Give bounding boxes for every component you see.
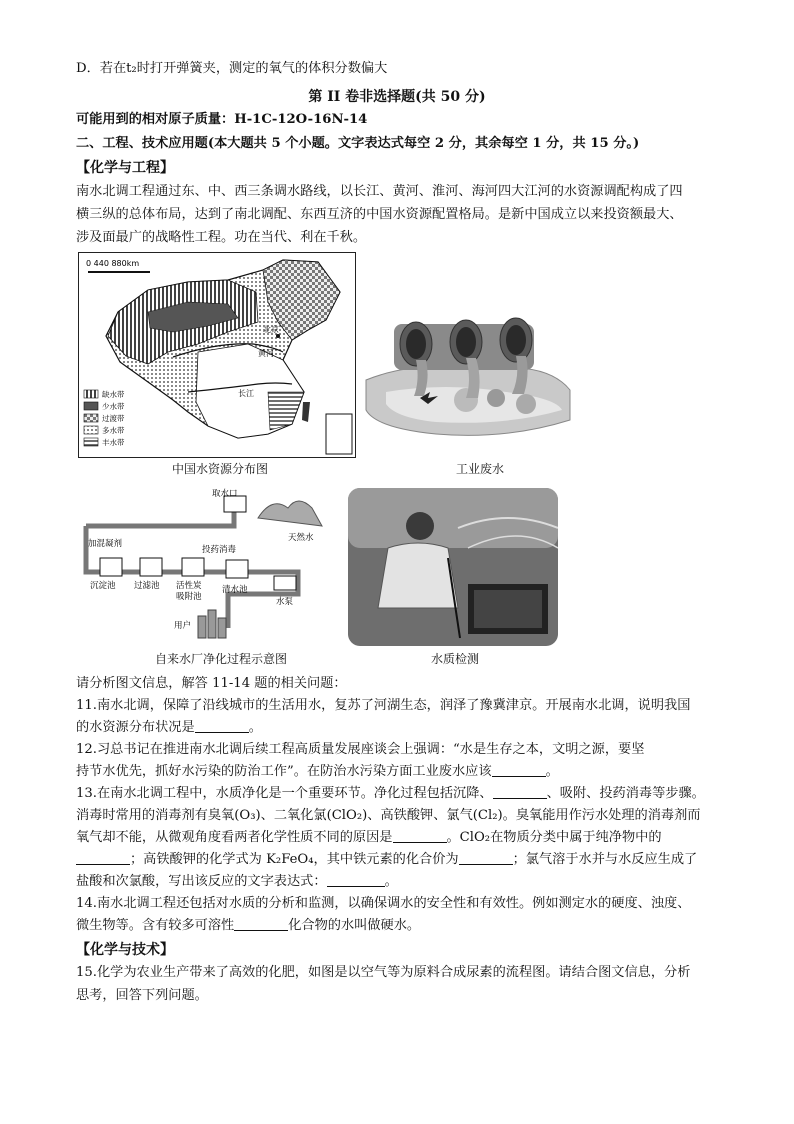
q11-line: 11.南水北调，保障了沿线城市的生活用水，复苏了河湖生态，润泽了豫冀津京。开展南水北调，说明我国 [76,698,691,713]
label-coagulant: 加混凝剂 [88,539,123,549]
legend-label: 少水带 [102,402,125,411]
q15-line: 思考，回答下列问题。 [76,988,208,1003]
industrial-wastewater-figure [356,300,580,448]
legend-label: 多水带 [102,426,125,435]
map-label-yangtze: 长江 [238,389,254,398]
china-water-map [78,252,356,458]
intro-line: 涉及面最广的战略性工程。功在当代、利在千秋。 [76,230,367,245]
label-disinfect: 投药消毒 [202,545,237,555]
label-user: 用户 [174,621,192,631]
answer-blank-q13-d[interactable] [459,850,513,865]
legend-label: 缺水带 [102,390,125,399]
q13-line: 消毒时常用的消毒剂有臭氧(O₃)、二氧化氯(ClO₂)、高铁酸钾、氯气(Cl₂)。臭氧能用作污水处理的消毒剂而 [76,808,701,823]
answer-blank-q12[interactable] [492,762,546,777]
q13-line: 盐酸和次氯酸，写出该反应的文字表达式： 。 [76,874,398,889]
label-natural-water: 天然水 [288,533,314,543]
atomic-mass-line: 可能用到的相对原子质量：H-1C-12O-16N-14 [76,112,368,127]
heading-engineering: 【化学与工程】 [76,160,174,176]
legend-label: 过渡带 [102,414,125,423]
option-d-line: D．若在t₂时打开弹簧夹，测定的氧气的体积分数偏大 [76,61,388,76]
heading-technology: 【化学与技术】 [76,942,174,958]
prompt-line: 请分析图文信息，解答 11-14 题的相关问题： [76,676,347,691]
label-pump: 水泵 [276,597,294,607]
label-clear-water-tank: 清水池 [222,585,248,595]
answer-blank-q13-c[interactable] [76,850,130,865]
map-scale: 0 440 880km [86,259,140,268]
q13-line: ；高铁酸钾的化学式为 K₂FeO₄，其中铁元素的化合价为 ；氯气溶于水并与水反应生成了 [76,849,726,871]
map-caption: 中国水资源分布图 [171,462,268,476]
legend-label: 丰水带 [102,438,125,447]
section-title: 第 II 卷非选择题(共 50 分) [308,89,486,105]
q14-line: 14.南水北调工程还包括对水质的分析和监测，以确保调水的安全性和有效性。例如测定水的硬度、浊度、 [76,896,691,911]
map-label-beijing: 北京 [263,325,279,334]
q15-line: 15.化学为农业生产带来了高效的化肥，如图是以空气等为原料合成尿素的流程图。请结合图文信息，分析 [76,965,691,980]
part-two-title: 二、工程、技术应用题(本大题共 5 个小题。文字表达式每空 2 分，其余每空 1 分，共 15 分。) [76,136,640,151]
q11-line: 的水资源分布状况是 。 [76,720,262,735]
answer-blank-q14[interactable] [234,916,288,931]
intro-line: 南水北调工程通过东、中、西三条调水路线，以长江、黄河、淮河、海河四大江河的水资源调配构成了四 [76,184,683,199]
water-plant-diagram [78,488,350,648]
testing-caption: 水质检测 [430,652,479,666]
answer-blank-q13-a[interactable] [493,784,547,799]
plant-caption: 自来水厂净化过程示意图 [154,652,287,666]
q13-line: 13.在南水北调工程中，水质净化是一个重要环节。净化过程包括沉降、 、吸附、投药消毒等步骤。 [76,786,705,801]
q13-line: 氧气却不能，从微观角度看两者化学性质不同的原因是 。ClO₂在物质分类中属于纯净物中的 [76,830,662,845]
q12-line: 12.习总书记在推进南水北调后续工程高质量发展座谈会上强调：“水是生存之本，文明之源，要坚 [76,742,645,757]
q12-line: 持节水优先，抓好水污染的防治工作”。在防治水污染方面工业废水应该 。 [76,764,559,779]
wastewater-caption: 工业废水 [455,462,504,476]
answer-blank-q11[interactable] [195,718,249,733]
label-adsorption-tank: 吸附池 [176,592,202,602]
answer-blank-q13-b[interactable] [393,828,447,843]
water-testing-photo [348,488,558,646]
label-settling-tank: 沉淀池 [90,581,116,591]
intro-line: 横三纵的总体布局，达到了南北调配、东西互济的中国水资源配置格局。是新中国成立以来投资额最大、 [76,207,683,222]
label-intake: 取水口 [212,489,238,499]
answer-blank-q13-e[interactable] [327,872,385,887]
q14-line: 微生物等。含有较多可溶性 化合物的水叫做硬水。 [76,918,421,933]
map-legend [84,389,125,447]
label-filter-tank: 过滤池 [134,581,160,591]
label-activated-carbon: 活性炭 [176,581,202,591]
map-label-yellow-river: 黄河 [258,349,274,358]
